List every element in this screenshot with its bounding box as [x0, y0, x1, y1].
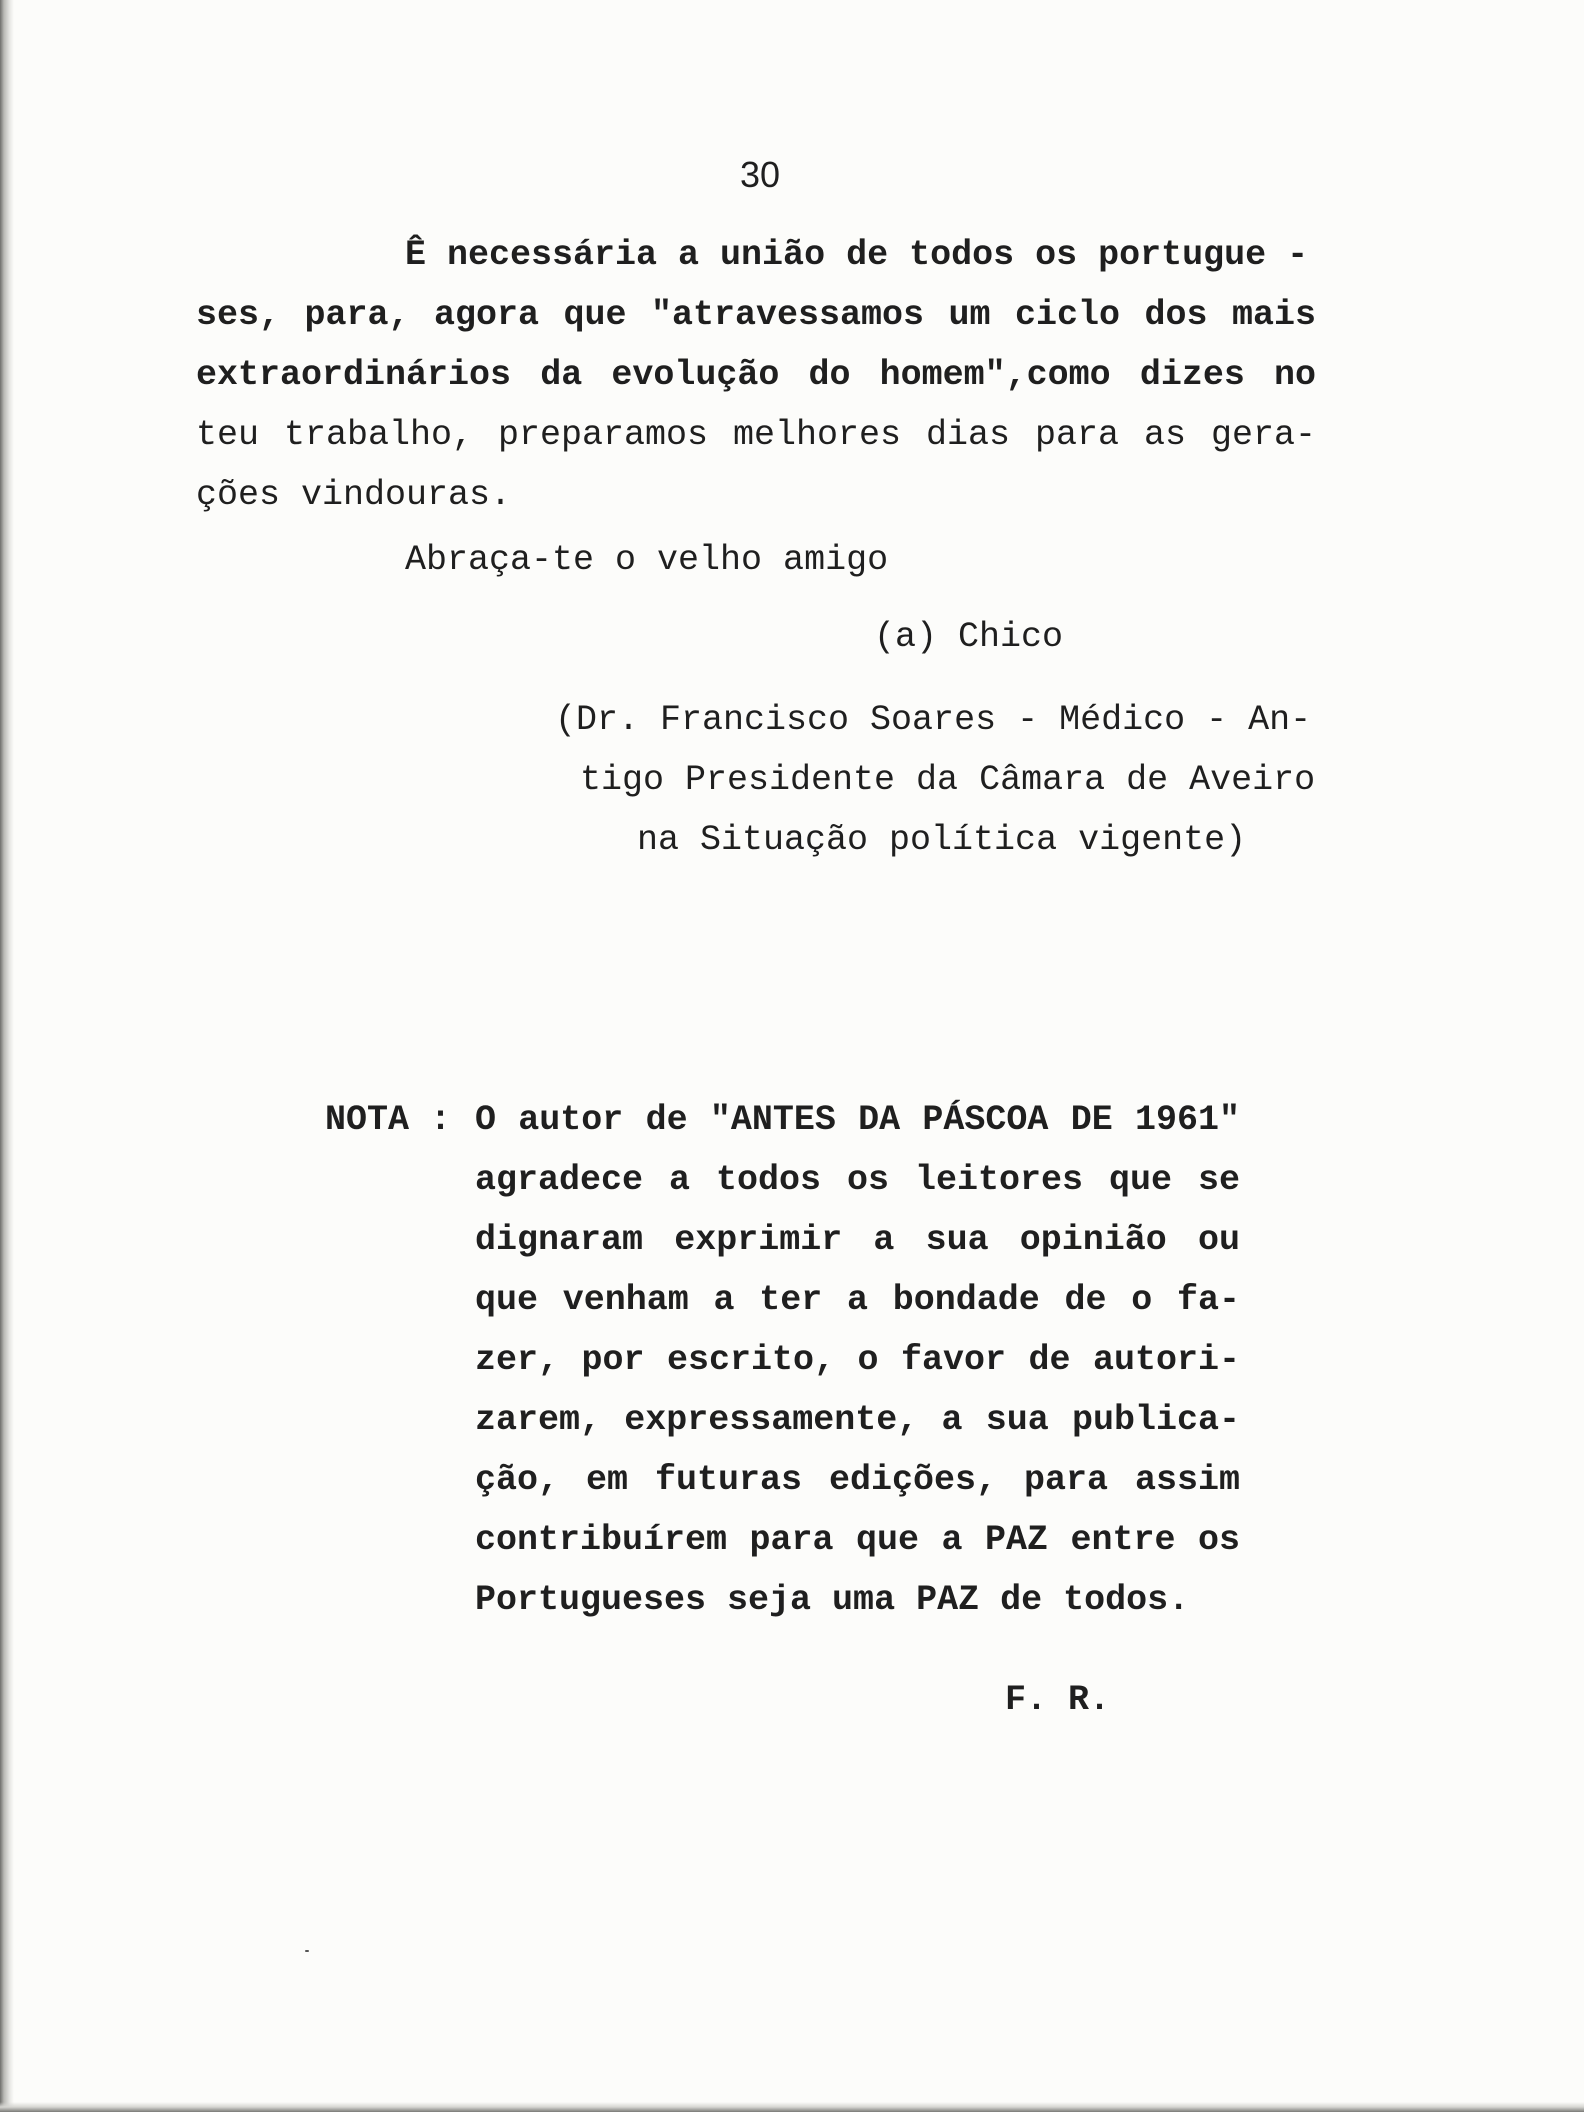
signatory-attribution-line: (Dr. Francisco Soares - Médico - An- [555, 700, 1312, 740]
signatory-attribution-line: na Situação política vigente) [637, 820, 1247, 860]
page-number: 30 [740, 154, 781, 195]
nota-label: NOTA : [325, 1100, 452, 1140]
scan-bottom-edge [0, 2102, 1584, 2112]
nota-line: zarem, expressamente, a sua publica- [475, 1400, 1240, 1440]
letter-paragraph-line: ções vindouras. [196, 475, 512, 515]
nota-line: que venham a ter a bondade de o fa- [475, 1280, 1240, 1320]
scan-speck [305, 1950, 309, 1952]
signatory-attribution-line: tigo Presidente da Câmara de Aveiro [580, 760, 1316, 800]
letter-closing: Abraça-te o velho amigo [405, 540, 889, 580]
nota-line: agradece a todos os leitores que se [475, 1160, 1240, 1200]
letter-paragraph-line: extraordinários da evolução do homem",como dizes no [196, 355, 1316, 395]
nota-line: Portugueses seja uma PAZ de todos. [475, 1580, 1190, 1620]
letter-paragraph-line: Ê necessária a união de todos os portugue - [405, 235, 1309, 275]
author-initials: F. R. [1005, 1680, 1111, 1720]
nota-line: contribuírem para que a PAZ entre os [475, 1520, 1240, 1560]
nota-line: dignaram exprimir a sua opinião ou [475, 1220, 1240, 1260]
letter-paragraph-line: teu trabalho, preparamos melhores dias para as gera- [196, 415, 1316, 455]
nota-line: ção, em futuras edições, para assim [475, 1460, 1240, 1500]
scan-left-edge [0, 0, 14, 2112]
nota-line: O autor de "ANTES DA PÁSCOA DE 1961" [475, 1100, 1240, 1140]
letter-paragraph-line: ses, para, agora que "atravessamos um ciclo dos mais [196, 295, 1316, 335]
nota-line: zer, por escrito, o favor de autori- [475, 1340, 1240, 1380]
letter-signature: (a) Chico [874, 617, 1064, 657]
